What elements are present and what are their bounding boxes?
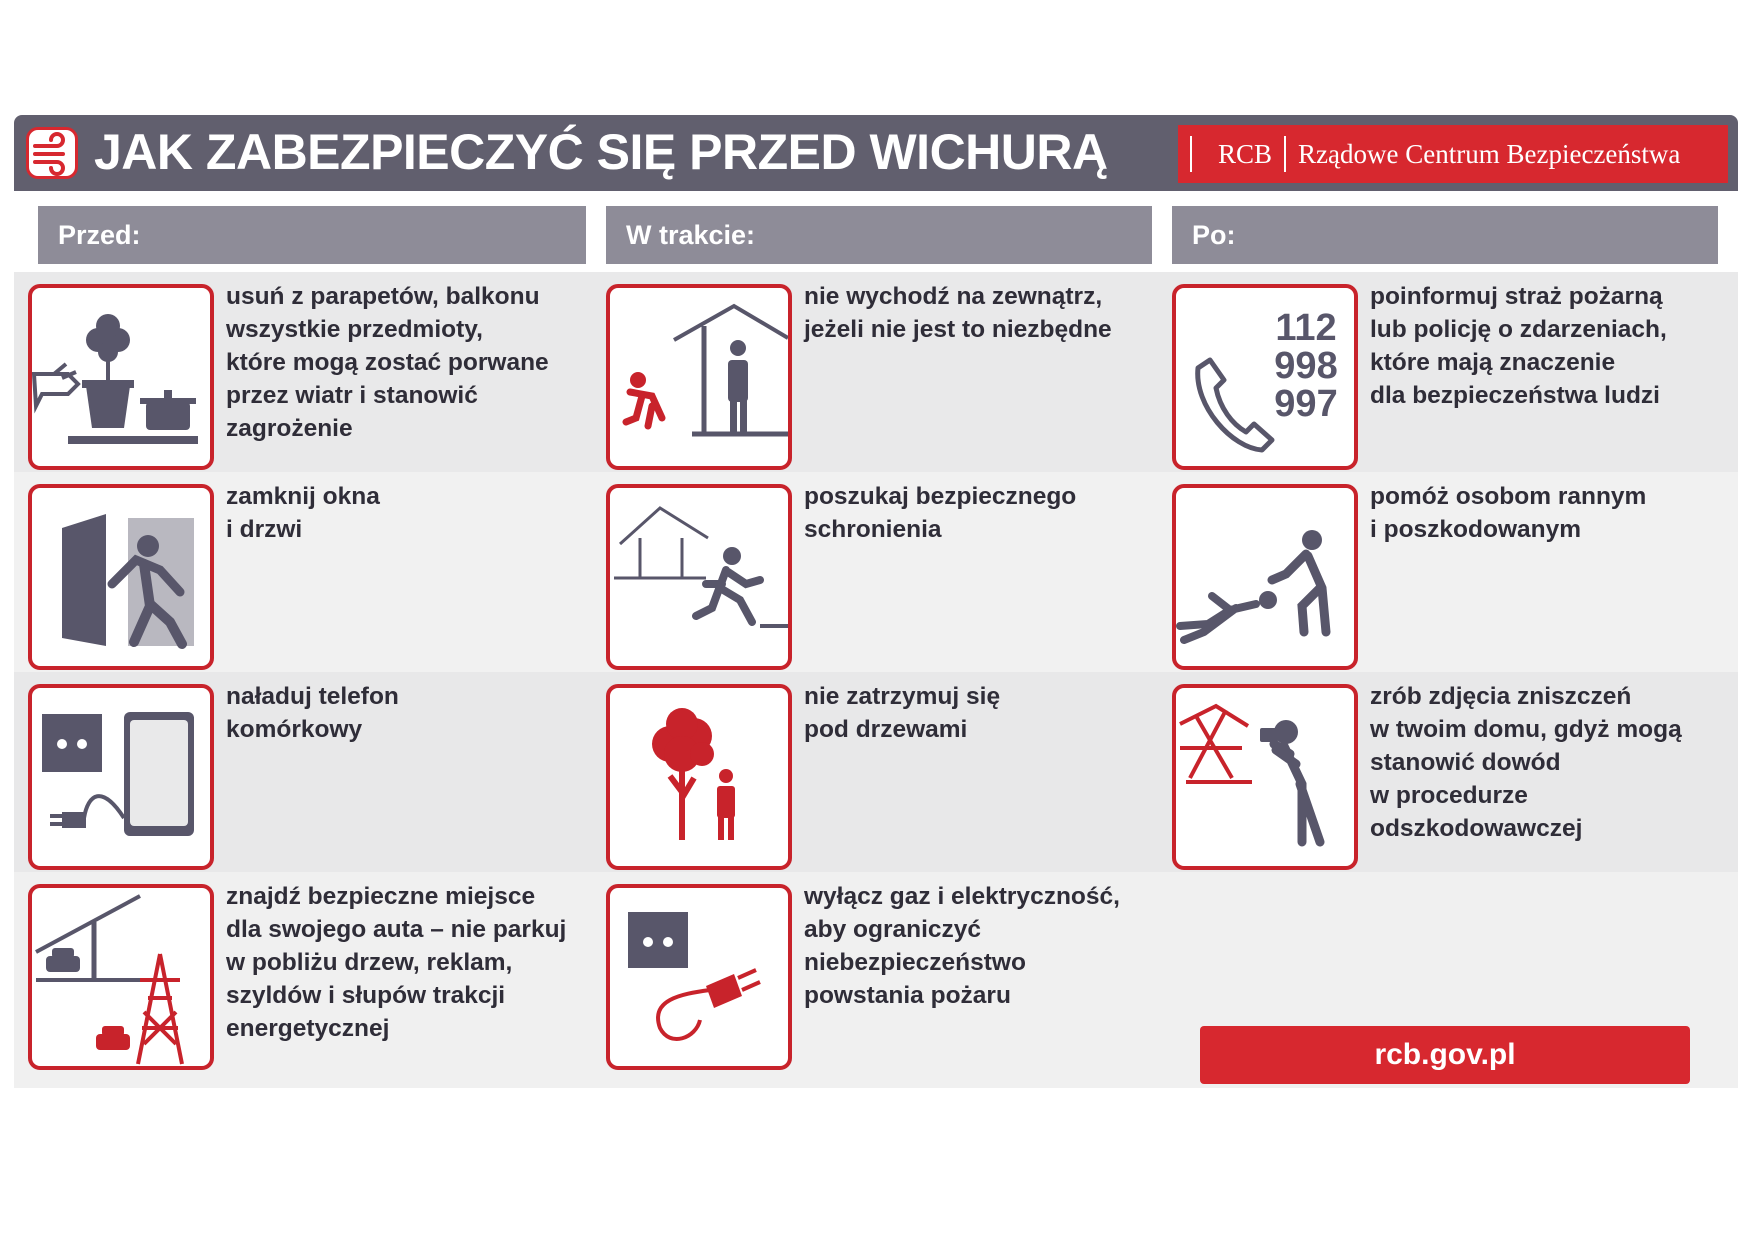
emergency-number: 998: [1274, 345, 1338, 387]
photo-damage-icon: [1172, 684, 1358, 870]
unplug-icon: [606, 884, 792, 1070]
tip-text: zrób zdjęcia zniszczeń w twoim domu, gdyż mogą stanowić dowód w procedurze odszkodowawczej: [1370, 683, 1682, 842]
close-door-icon: [28, 484, 214, 670]
rcb-logo: [1178, 125, 1728, 183]
tip-text: znajdź bezpieczne miejsce dla swojego auta – nie parkuj w pobliżu drzew, reklam, szyldów i słupów trakcji energetycznej: [226, 883, 567, 1042]
tip-text: nie zatrzymuj się pod drzewami: [804, 683, 1001, 743]
tree-person-icon: [606, 684, 792, 870]
emergency-number: 112: [1275, 307, 1337, 349]
wind-icon: [26, 127, 78, 179]
tip-text: poszukaj bezpiecznego schronienia: [804, 483, 1077, 543]
tip-text: usuń z parapetów, balkonu wszystkie przedmioty, które mogą zostać porwane przez wiatr i stanowić zagrożenie: [226, 283, 549, 442]
org-full: Rządowe Centrum Bezpieczeństwa: [1298, 138, 1681, 169]
car-shelter-icon: [28, 884, 214, 1070]
column-header-during: W trakcie:: [606, 206, 1152, 264]
tip-text: pomóż osobom rannym i poszkodowanym: [1370, 483, 1647, 543]
tip-text: poinformuj straż pożarną lub policję o zdarzeniach, które mają znaczenie dla bezpieczeństwa ludzi: [1370, 283, 1667, 409]
divider: [1284, 136, 1286, 172]
help-injured-icon: [1172, 484, 1358, 670]
org-short: RCB: [1218, 138, 1273, 169]
emergency-number: 997: [1274, 383, 1338, 425]
column-header-after: Po:: [1172, 206, 1718, 264]
rcb-website-link[interactable]: rcb.gov.pl: [1200, 1026, 1690, 1084]
tip-text: zamknij okna i drzwi: [226, 483, 380, 543]
column-header-before: Przed:: [38, 206, 586, 264]
divider: [1190, 136, 1192, 172]
stay-inside-icon: [606, 284, 792, 470]
tip-text: naładuj telefon komórkowy: [226, 683, 399, 743]
charge-phone-icon: [28, 684, 214, 870]
phone-emergency-icon: [1172, 284, 1358, 470]
seek-shelter-icon: [606, 484, 792, 670]
tip-text: wyłącz gaz i elektryczność, aby ograniczyć niebezpieczeństwo powstania pożaru: [804, 883, 1120, 1009]
tip-text: nie wychodź na zewnątrz, jeżeli nie jest to niezbędne: [804, 283, 1112, 343]
header-bar: [14, 115, 1738, 191]
flowerpot-balcony-icon: [28, 284, 214, 470]
page-title: JAK ZABEZPIECZYĆ SIĘ PRZED WICHURĄ: [94, 124, 1108, 180]
